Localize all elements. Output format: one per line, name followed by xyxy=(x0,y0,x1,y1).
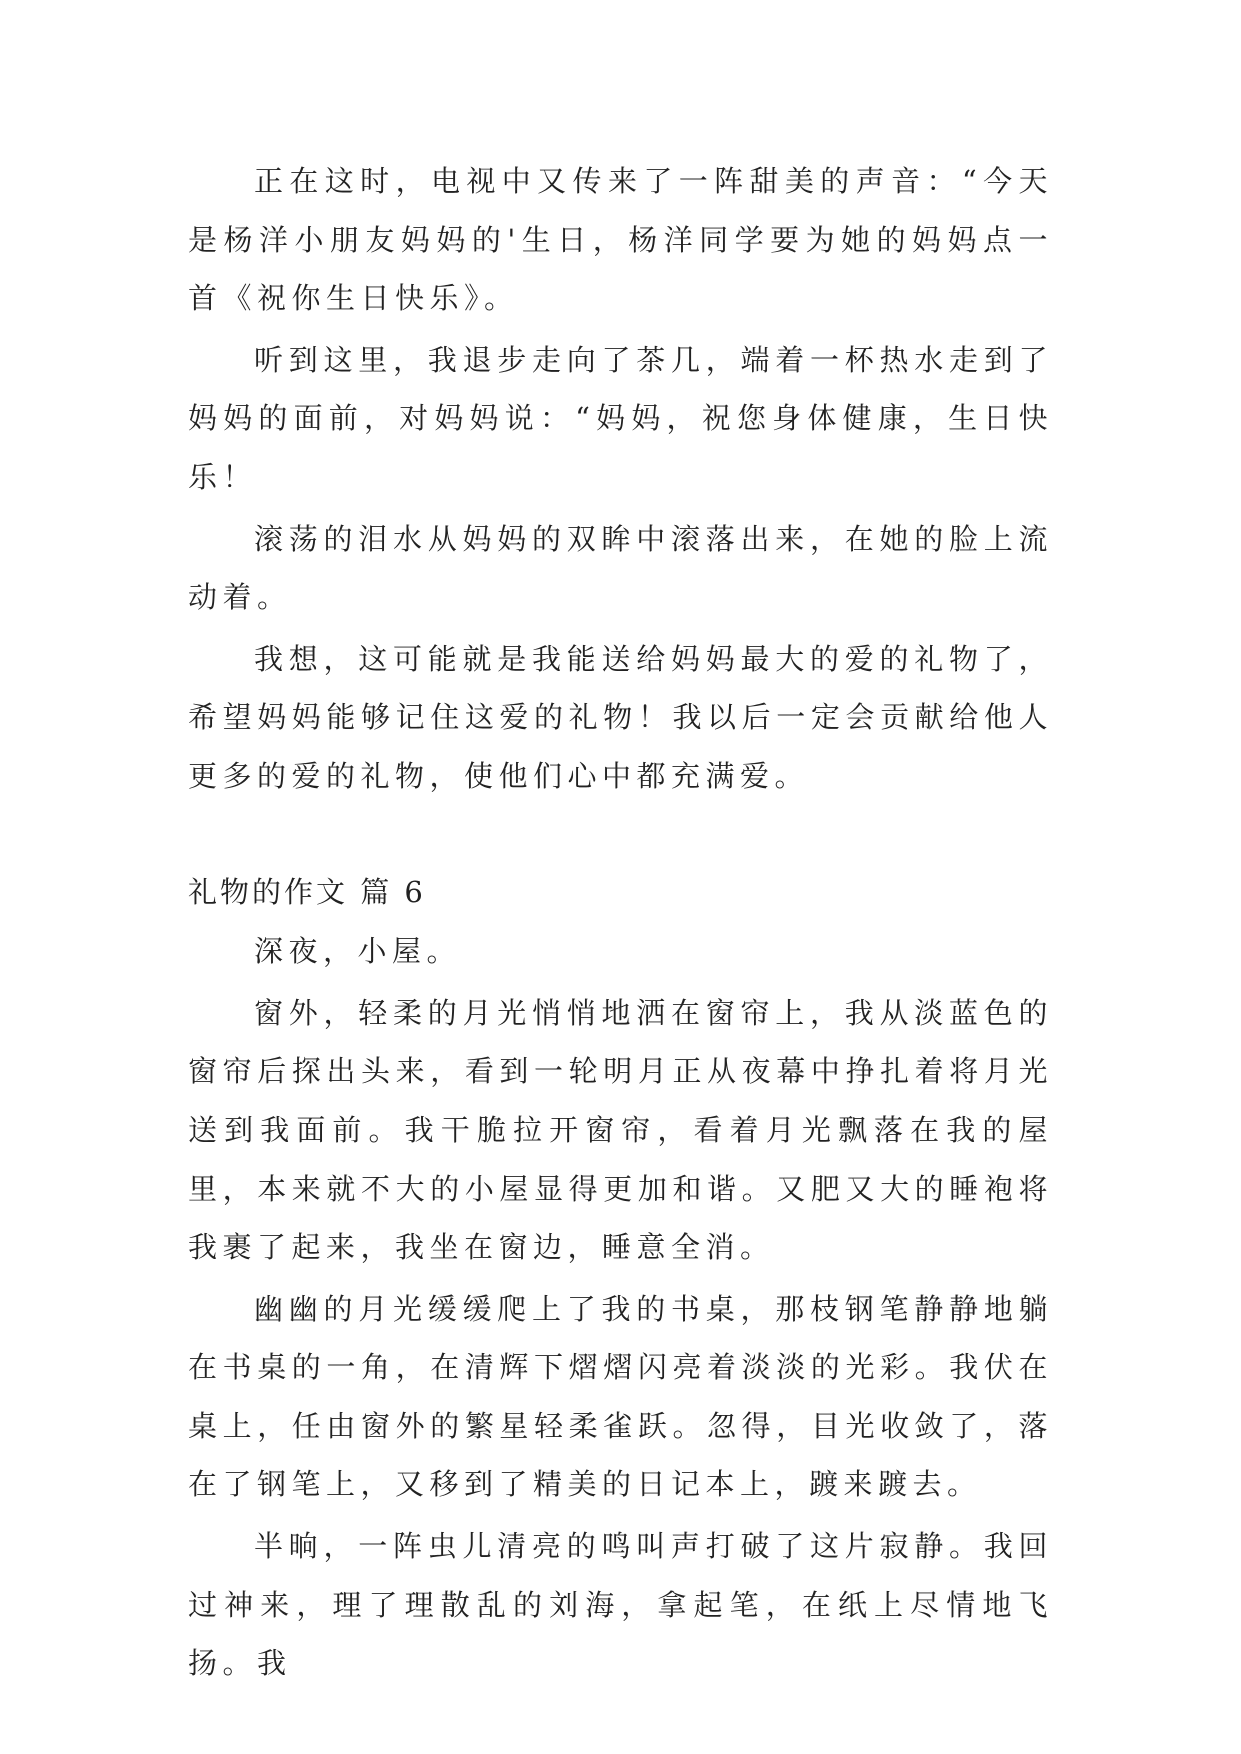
paragraph: 听到这里，我退步走向了茶几，端着一杯热水走到了妈妈的面前，对妈妈说：“妈妈，祝您身体健康，生日快乐！ xyxy=(188,342,1053,494)
paragraph: 正在这时，电视中又传来了一阵甜美的声音：“今天是杨洋小朋友妈妈的'生日，杨洋同学要为她的妈妈点一首《祝你生日快乐》。 xyxy=(188,164,1053,316)
paragraph: 窗外，轻柔的月光悄悄地洒在窗帘上，我从淡蓝色的窗帘后探出头来，看到一轮明月正从夜幕中挣扎着将月光送到我面前。我干脆拉开窗帘，看着月光飘落在我的屋里，本来就不大的小屋显得更加和谐。又肥又大的睡袍将我裹了起来，我坐在窗边，睡意全消。 xyxy=(188,995,1053,1265)
paragraph: 幽幽的月光缓缓爬上了我的书桌，那枝钢笔静静地躺在书桌的一角，在清辉下熠熠闪亮着淡淡的光彩。我伏在桌上，任由窗外的繁星轻柔雀跃。忽得，目光收敛了，落在了钢笔上，又移到了精美的日记本上，踱来踱去。 xyxy=(188,1291,1053,1502)
paragraph: 我想，这可能就是我能送给妈妈最大的爱的礼物了，希望妈妈能够记住这爱的礼物！我以后一定会贡献给他人更多的爱的礼物，使他们心中都充满爱。 xyxy=(188,641,1053,793)
paragraph: 滚荡的泪水从妈妈的双眸中滚落出来，在她的脸上流动着。 xyxy=(188,521,1053,615)
paragraph: 半晌，一阵虫儿清亮的鸣叫声打破了这片寂静。我回过神来，理了理散乱的刘海，拿起笔，在纸上尽情地飞扬。我 xyxy=(188,1529,1053,1681)
document-page xyxy=(188,152,1053,1696)
section-heading: 礼物的作文 篇 6 xyxy=(188,874,426,909)
paragraph: 深夜，小屋。 xyxy=(254,934,462,969)
